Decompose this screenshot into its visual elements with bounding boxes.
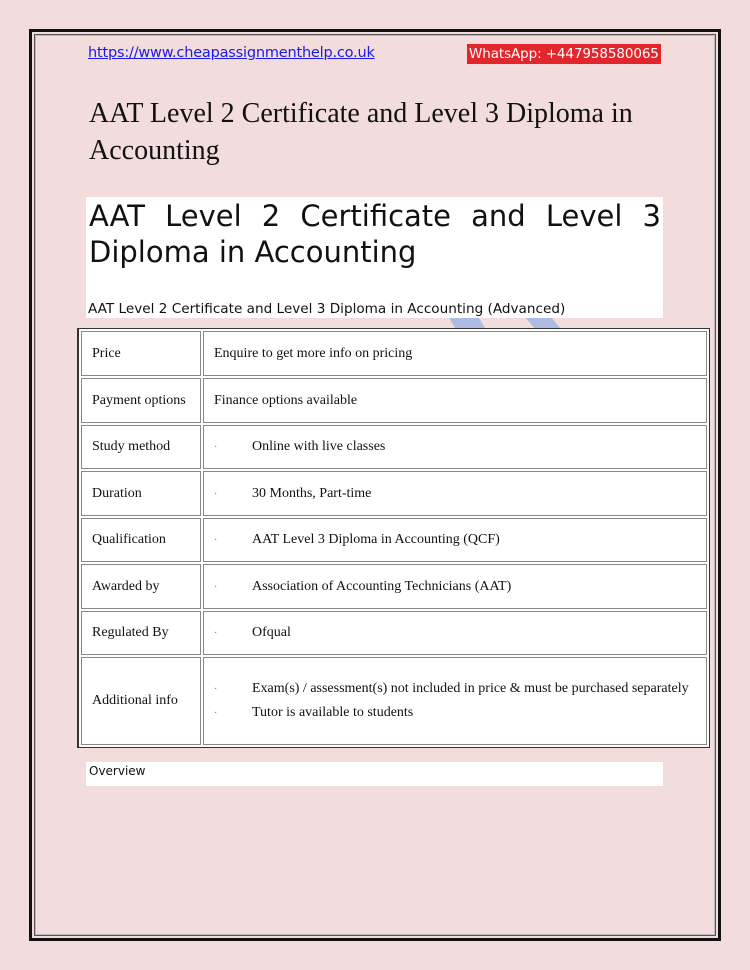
bullet-icon: · (214, 628, 218, 639)
row-value: · Online with live classes (203, 425, 707, 469)
table-row (81, 471, 707, 516)
table-row (81, 425, 707, 469)
table-row (81, 564, 707, 609)
website-link[interactable]: https://www.cheapassignmenthelp.co.uk (88, 45, 375, 61)
course-subtitle: AAT Level 2 Certificate and Level 3 Diploma in Accounting (Advanced) (88, 301, 566, 317)
document-title-serif: AAT Level 2 Certificate and Level 3 Diploma in Accounting (89, 98, 633, 166)
bullet-icon: · (214, 684, 218, 695)
row-label: Additional info (81, 657, 201, 745)
row-value: · Association of Accounting Technicians (AAT) (203, 564, 707, 609)
row-value: · Exam(s) / assessment(s) not included in price & must be purchased separately · Tutor is available to students (203, 657, 707, 745)
table-row (81, 657, 707, 745)
row-value: Enquire to get more info on pricing (203, 331, 707, 376)
bullet-icon: · (214, 488, 218, 500)
row-label: Duration (81, 471, 201, 516)
overview-heading: Overview (89, 764, 146, 778)
course-info-table (77, 328, 710, 748)
document-title-sans: AAT Level 2 Certificate and Level 3 Diploma in Accounting (89, 199, 661, 269)
bullet-icon: · (214, 535, 218, 546)
whatsapp-contact-badge: WhatsApp: +447958580065 (469, 46, 659, 62)
row-value: · Ofqual (203, 611, 707, 655)
row-value: · 30 Months, Part-time (203, 471, 707, 516)
bullet-icon: · (214, 442, 218, 453)
bullet-icon: · (214, 708, 218, 719)
overview-section (86, 762, 663, 786)
table-row (81, 378, 707, 423)
row-label: Payment options (81, 378, 201, 423)
table-row (81, 518, 707, 562)
row-label: Regulated By (81, 611, 201, 655)
row-label: Qualification (81, 518, 201, 562)
table-row (81, 331, 707, 376)
bullet-icon: · (214, 581, 218, 593)
row-label: Study method (81, 425, 201, 469)
watermark-stroke (449, 318, 485, 328)
row-value: Finance options available (203, 378, 707, 423)
table-row (81, 611, 707, 655)
row-label: Price (81, 331, 201, 376)
row-value: · AAT Level 3 Diploma in Accounting (QCF) (203, 518, 707, 562)
row-label: Awarded by (81, 564, 201, 609)
